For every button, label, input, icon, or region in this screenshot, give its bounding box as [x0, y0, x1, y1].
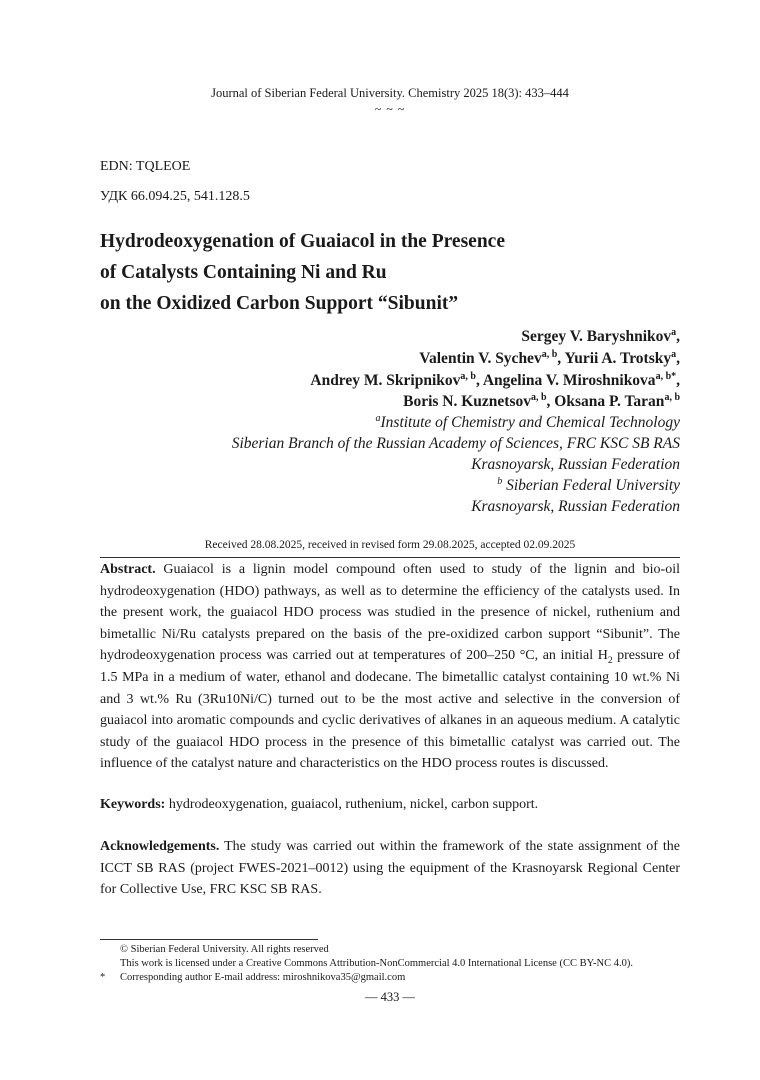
author-affiliation-mark: a, b*	[655, 370, 677, 382]
subscript: 2	[607, 656, 613, 667]
journal-header: Journal of Siberian Federal University. Chemistry 2025 18(3): 433–444	[211, 86, 569, 100]
author-affiliation-mark: a	[671, 326, 677, 338]
authors-line-4: Boris N. Kuznetsov$^{a, b}$, Oksana P. Taran$^{a, b}$	[403, 391, 680, 410]
author-affiliation-mark: a, b	[460, 370, 476, 382]
acknowledgements-label: Acknowledgements.	[100, 839, 220, 854]
author-name: Valentin V. Sychev	[419, 350, 542, 367]
authors-line-3: Andrey M. Skripnikov$^{a, b}$, Angelina V. Miroshnikova$^{a, b*}$,	[310, 370, 680, 389]
keywords-text: hydrodeoxygenation, guaiacol, ruthenium, nickel, carbon support.	[165, 797, 539, 812]
abstract-label: Abstract.	[100, 562, 156, 577]
author-name: Sergey V. Baryshnikov	[521, 328, 672, 345]
affiliation-a-line-1: $^a$Institute of Chemistry and Chemical Technology	[375, 412, 680, 431]
paper-title-line-1: Hydrodeoxygenation of Guaiacol in the Presence	[100, 231, 505, 252]
received-dates: Received 28.08.2025, received in revised form 29.08.2025, accepted 02.09.2025	[204, 539, 576, 551]
udk-code: УДК 66.094.25, 541.128.5	[100, 189, 250, 204]
authors-line-2: Valentin V. Sychev$^{a, b}$, Yurii A. Trotsky$^a$,	[419, 348, 680, 367]
header-ornament: ~ ~ ~	[374, 102, 406, 116]
acknowledgements	[100, 836, 680, 901]
footnote-corresponding: * Corresponding author E-mail address: miroshnikova35@gmail.com	[100, 972, 406, 983]
author-affiliation-mark: a	[671, 348, 677, 360]
affiliation-a-line-3: Krasnoyarsk, Russian Federation	[471, 456, 680, 473]
abstract	[100, 559, 680, 775]
keywords	[100, 794, 680, 816]
author-affiliation-mark: a, b	[541, 348, 558, 360]
abstract-text: Guaiacol is a lignin model compound often used to study of the lignin and bio-oil hydrodeoxygenation (HDO) pathways, as well as to determine the efficiency of the catalysts used. In the present work, the guaiacol HDO process was studied in the presence of nickel, ruthenium and bimetallic Ni/Ru catalysts prepared on the basis of the pre-oxidized carbon support “Sibunit”. The hydrodeoxygenation process was carried out at temperatures of 200–250 °C, an initial H	[100, 562, 681, 664]
footnote-star: *	[100, 972, 106, 983]
author-name: Oksana P. Taran	[554, 393, 665, 410]
paper-title-line-2: of Catalysts Containing Ni and Ru	[100, 262, 387, 283]
affiliation-mark: a	[375, 412, 381, 424]
abstract-text-continued: pressure of 1.5 MPa in a medium of water, ethanol and dodecane. The bimetallic catalyst containing 10 wt.% Ni and 3 wt.% Ru (3Ru10Ni/C) turned out to be the most active and selective in the conversion of guaiacol into aromatic compounds and cyclic derivatives of alkanes in an aqueous medium. A catalytic study of the guaiacol HDO process in the presence of this bimetallic catalyst was carried out. The influence of the catalyst nature and characteristics on the HDO process routes is discussed.	[100, 648, 680, 772]
author-name: Yurii A. Trotsky	[564, 350, 672, 367]
authors-line-1: Sergey V. Baryshnikov$^a$,	[521, 326, 680, 345]
affiliation-mark: b	[497, 475, 503, 487]
footnote-divider	[100, 939, 318, 940]
affiliation-b-line-1: $^b$ Siberian Federal University	[497, 475, 680, 494]
edn-code: EDN: TQLEOE	[100, 159, 191, 174]
author-affiliation-mark: a, b	[530, 391, 547, 403]
keywords-label: Keywords:	[100, 797, 166, 812]
paper-title-line-3: on the Oxidized Carbon Support “Sibunit”	[100, 293, 459, 314]
author-name: Andrey M. Skripnikov	[310, 372, 461, 389]
acknowledgements-text: The study was carried out within the framework of the state assignment of the ICCT SB RAS (project FWES-2021–0012) using the equipment of the Krasnoyarsk Regional Center for Collective Use, FRC KSC SB RAS.	[100, 839, 680, 898]
footnote-license: This work is licensed under a Creative Commons Attribution-NonCommercial 4.0 International License (CC BY-NC 4.0).	[120, 958, 633, 969]
author-affiliation-mark: a, b	[664, 391, 680, 403]
abstract-divider	[100, 557, 680, 558]
author-name: Boris N. Kuznetsov	[403, 393, 531, 410]
page-number: — 433 —	[365, 990, 415, 1004]
author-name: Angelina V. Miroshnikova	[482, 372, 656, 389]
footnote-copyright: © Siberian Federal University. All rights reserved	[120, 944, 329, 955]
affiliation-a-line-2: Siberian Branch of the Russian Academy of Sciences, FRC KSC SB RAS	[231, 435, 680, 452]
affiliation-b-line-2: Krasnoyarsk, Russian Federation	[471, 498, 680, 515]
